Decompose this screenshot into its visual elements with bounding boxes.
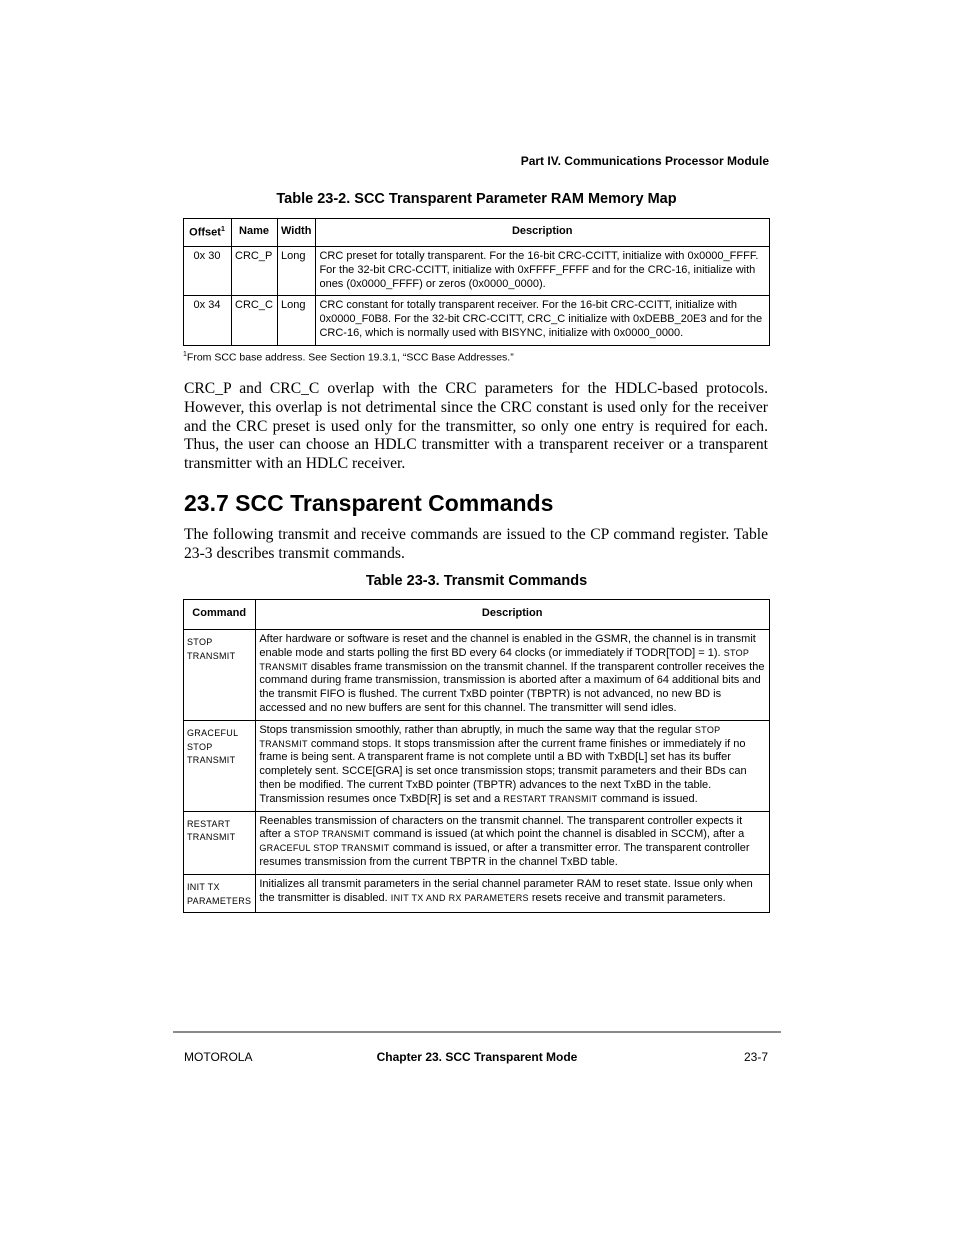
table-row [184, 811, 770, 874]
body-paragraph: CRC_P and CRC_C overlap with the CRC parameters for the HDLC-based protocols. However, this overlap is not detrimental since the CRC constant is used only for the receiver and the CRC preset is used only for the transmitter, so only one entry is required for each. Thus, the user can choose an HDLC transmitter with a transparent receiver or a transparent transmitter with an HDLC receiver. [184, 380, 768, 473]
footer-publisher: MOTOROLA [184, 1050, 253, 1064]
offset-cell: 0x 30 [184, 247, 232, 296]
table-row [184, 630, 770, 721]
width-cell: Long [278, 296, 316, 345]
running-header: Part IV. Communications Processor Module [520, 154, 769, 168]
description-cell: Initializes all transmit parameters in the serial channel parameter RAM to reset state. Issue only when the transmitter is disabled. INIT TX AND RX PARAMETERS resets receive and transmit parameters. [256, 874, 770, 913]
footer-chapter: Chapter 23. SCC Transparent Mode [376, 1050, 578, 1064]
column-header-description: Description [256, 600, 770, 630]
description-cell: After hardware or software is reset and the channel is enabled in the GSMR, the channel is in transmit enable mode and starts polling the first BD every 64 clocks (or immediately if TODR[TOD] = 1). STOP TRANSMIT disables frame transmission on the transmit channel. If the transparent controller receives the command during frame transmission, transmission is aborted after a maximum of 64 additional bits and the transmit FIFO is flushed. The current TxBD pointer (TBPTR) is not advanced, no new BD is accessed and no new buffers are sent for this channel. The transmitter will send idles. [256, 630, 770, 721]
column-header-command: Command [184, 600, 256, 630]
description-cell: CRC constant for totally transparent receiver. For the 16-bit CRC-CCITT, initialize with 0x0000_F0B8. For the 32-bit CRC-CCITT, CRC_C initialize with 0xDEBB_20E3 and for the CRC-16, which is normally used with BISYNC, initialize with 0x0000_0000. [316, 296, 770, 345]
table-header-row [184, 219, 770, 247]
column-header-offset: Offset$^1$ [184, 219, 232, 247]
description-cell: Reenables transmission of characters on the transmit channel. The transparent controller expects it after a STOP TRANSMIT command is issued (at which point the channel is disabled in SCCM), after a GRACEFUL STOP TRANSMIT command is issued, or after a transmitter error. The transparent controller resumes transmission from the current TBPTR in the channel TxBD table. [256, 811, 770, 874]
offset-cell: 0x 34 [184, 296, 232, 345]
description-cell: Stops transmission smoothly, rather than abruptly, in much the same way that the regular STOP TRANSMIT command stops. It stops transmission after the current frame finishes or immediately if no frame is being sent. A transparent frame is not complete until a BD with TxBD[L] set has its buffer completely sent. SCCE[GRA] is set once transmission stops; transmit parameters and their BDs can then be modified. The current TxBD pointer (TBPTR) advances to the next TxBD in the table. Transmission resumes once TxBD[R] is set and a RESTART TRANSMIT command is issued. [256, 720, 770, 811]
command-cell: RESTART TRANSMIT [184, 811, 256, 874]
section-heading: 23.7 SCC Transparent Commands [184, 490, 554, 516]
name-cell: CRC_C [232, 296, 278, 345]
footer-rule [173, 1031, 781, 1033]
table-row [184, 247, 770, 296]
name-cell: CRC_P [232, 247, 278, 296]
column-header-name: Name [232, 219, 278, 247]
command-cell: INIT TX PARAMETERS [184, 874, 256, 913]
memory-map-table [183, 218, 770, 346]
table-23-2-caption: Table 23-2. SCC Transparent Parameter RAM Memory Map [276, 191, 677, 207]
body-paragraph: The following transmit and receive commands are issued to the CP command register. Table 23-3 describes transmit commands. [184, 526, 768, 562]
column-header-description: Description [316, 219, 770, 247]
width-cell: Long [278, 247, 316, 296]
table-header-row [184, 600, 770, 630]
command-cell: STOP TRANSMIT [184, 630, 256, 721]
table-23-3-caption: Table 23-3. Transmit Commands [365, 573, 588, 589]
table-row [184, 720, 770, 811]
table-row [184, 874, 770, 913]
command-cell: GRACEFUL STOP TRANSMIT [184, 720, 256, 811]
transmit-commands-table [183, 599, 770, 913]
table-footnote: $^1$From SCC base address. See Section 19.3.1, “SCC Base Addresses.” [183, 351, 514, 364]
page-number: 23-7 [743, 1050, 768, 1064]
description-cell: CRC preset for totally transparent. For the 16-bit CRC-CCITT, initialize with 0x0000_FFFF. For the 32-bit CRC-CCITT, initialize with 0xFFFF_FFFF and for the CRC-16, initialize with ones (0x0000_FFFF) or zeros (0x0000_0000). [316, 247, 770, 296]
column-header-width: Width [278, 219, 316, 247]
table-row [184, 296, 770, 345]
